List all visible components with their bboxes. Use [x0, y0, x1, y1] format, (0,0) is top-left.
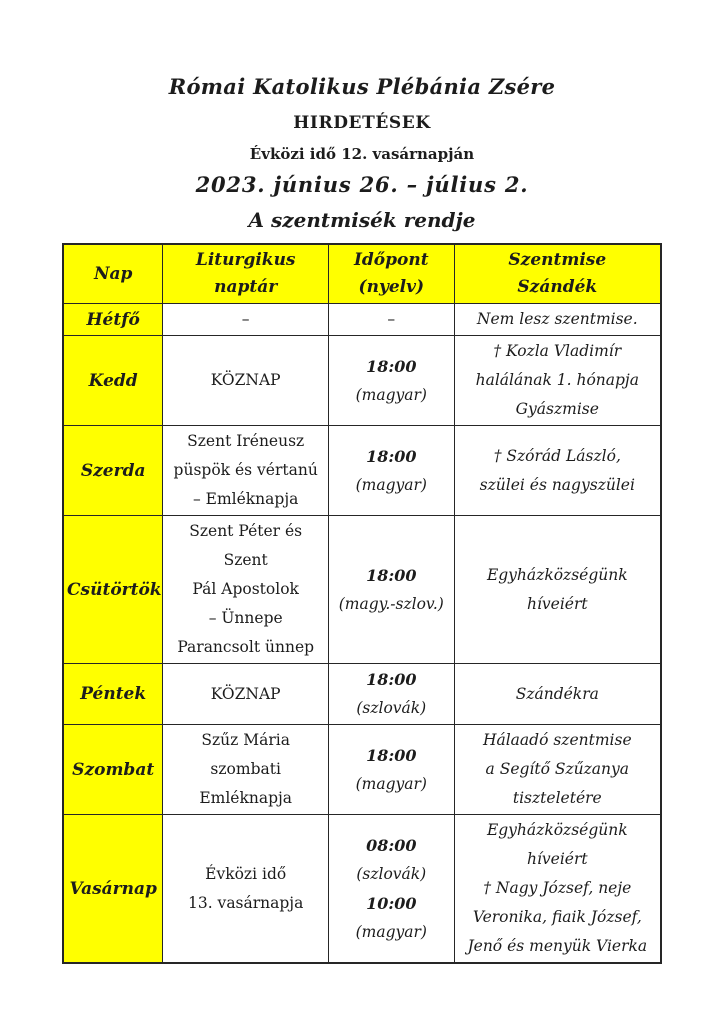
table-row — [63, 725, 661, 815]
time-cell — [329, 516, 455, 664]
day-cell: Szerda — [63, 426, 163, 516]
column-header-line: Nap — [93, 263, 133, 284]
intention-line: † Szórád László, — [493, 446, 621, 465]
calendar-cell — [163, 725, 329, 815]
column-header-time — [329, 244, 455, 304]
calendar-line: püspök és vértanú — [173, 461, 318, 479]
time-value: – — [387, 310, 396, 328]
time-cell — [329, 815, 455, 964]
language-label: (szlovák) — [356, 864, 427, 883]
intention-line: híveiért — [526, 594, 588, 613]
table-row — [63, 815, 661, 964]
intention-line: Egyházközségünk — [486, 821, 628, 839]
day-cell: Szombat — [63, 725, 163, 815]
time-value: 18:00 — [366, 745, 417, 765]
day-cell: Kedd — [63, 336, 163, 426]
time-value: 18:00 — [366, 670, 417, 689]
time-cell — [329, 304, 455, 336]
intention-line: Egyházközségünk — [486, 565, 628, 584]
calendar-line: Szent Péter és Szent — [189, 522, 303, 569]
column-header-line: Szentmise — [508, 250, 607, 270]
time-cell — [329, 664, 455, 725]
calendar-line: szombati — [210, 760, 281, 778]
intention-cell — [454, 336, 661, 426]
day-cell: Péntek — [63, 664, 163, 725]
intention-cell — [454, 516, 661, 664]
calendar-line: Évközi idő — [205, 864, 287, 883]
intention-cell — [454, 815, 661, 964]
intention-line: Szándékra — [515, 684, 599, 703]
intention-line: Jenő és menyük Vierka — [467, 937, 648, 955]
calendar-cell — [163, 664, 329, 725]
language-label: (magy.-szlov.) — [338, 594, 444, 613]
intention-cell — [454, 426, 661, 516]
mass-order-heading: A szentmisék rendje — [248, 208, 476, 232]
table-head — [63, 244, 661, 304]
time-cell — [329, 725, 455, 815]
calendar-line: – — [241, 310, 250, 328]
column-header-line: naptár — [214, 277, 278, 297]
intention-line: Gyászmise — [515, 400, 599, 418]
column-header-line: Liturgikus — [195, 250, 296, 270]
table-row — [63, 664, 661, 725]
document-header — [0, 0, 724, 232]
column-header-calendar — [163, 244, 329, 304]
time-value: 08:00 — [366, 835, 417, 855]
column-header-day — [63, 244, 163, 304]
intention-line: híveiért — [526, 850, 588, 868]
calendar-cell — [163, 426, 329, 516]
column-header-intention — [454, 244, 661, 304]
day-cell: Hétfő — [63, 304, 163, 336]
column-header-line: Szándék — [517, 277, 598, 297]
calendar-line: Szent Iréneusz — [187, 432, 305, 450]
calendar-line: Szűz Mária — [201, 731, 290, 749]
calendar-cell — [163, 336, 329, 426]
day-cell: Vasárnap — [63, 815, 163, 964]
calendar-line: KÖZNAP — [210, 371, 281, 389]
time-value: 18:00 — [366, 356, 417, 376]
time-value: 10:00 — [366, 893, 417, 913]
table-row — [63, 336, 661, 426]
intention-line: a Segítő Szűzanya — [485, 760, 630, 778]
language-label: (magyar) — [355, 385, 427, 404]
language-label: (magyar) — [355, 475, 427, 494]
intention-line: † Kozla Vladimír — [493, 342, 622, 360]
intention-cell — [454, 664, 661, 725]
calendar-line: KÖZNAP — [210, 684, 281, 703]
calendar-line: Emléknapja — [199, 789, 293, 807]
calendar-line: Parancsolt ünnep — [177, 638, 315, 656]
mass-schedule-table — [62, 243, 662, 964]
language-label: (magyar) — [355, 922, 427, 941]
day-cell: Csütörtök — [63, 516, 163, 664]
intention-cell — [454, 304, 661, 336]
column-header-line: (nyelv) — [358, 277, 425, 297]
intention-line: Nem lesz szentmise. — [476, 310, 638, 328]
table-row — [63, 516, 661, 664]
time-value: 18:00 — [366, 565, 417, 585]
calendar-line: 13. vasárnapja — [187, 893, 304, 912]
intention-line: tiszteletére — [512, 789, 602, 807]
time-cell — [329, 426, 455, 516]
intention-line: Veronika, fiaik József, — [472, 908, 642, 926]
calendar-cell — [163, 815, 329, 964]
schedule-body — [63, 304, 661, 964]
language-label: (szlovák) — [356, 699, 427, 717]
language-label: (magyar) — [355, 774, 427, 793]
calendar-cell — [163, 516, 329, 664]
table-header-row — [63, 244, 661, 304]
intention-line: halálának 1. hónapja — [475, 371, 639, 389]
intention-line: † Nagy József, neje — [483, 879, 632, 897]
calendar-line: – Ünnepe — [208, 609, 283, 627]
calendar-cell — [163, 304, 329, 336]
time-value: 18:00 — [366, 446, 417, 466]
intention-cell — [454, 725, 661, 815]
table-row — [63, 426, 661, 516]
date-range: 2023. június 26. – július 2. — [195, 172, 529, 197]
intention-line: Hálaadó szentmise — [482, 731, 632, 749]
calendar-line: Pál Apostolok — [192, 580, 299, 598]
parish-title: Római Katolikus Plébánia Zsére — [168, 74, 556, 99]
liturgical-week-line: Évközi idő 12. vasárnapján — [249, 145, 475, 163]
table-row — [63, 304, 661, 336]
time-cell — [329, 336, 455, 426]
calendar-line: – Emléknapja — [192, 490, 299, 508]
intention-line: szülei és nagyszülei — [479, 475, 635, 494]
announcements-heading: HIRDETÉSEK — [293, 113, 431, 133]
column-header-line: Időpont — [353, 250, 429, 270]
